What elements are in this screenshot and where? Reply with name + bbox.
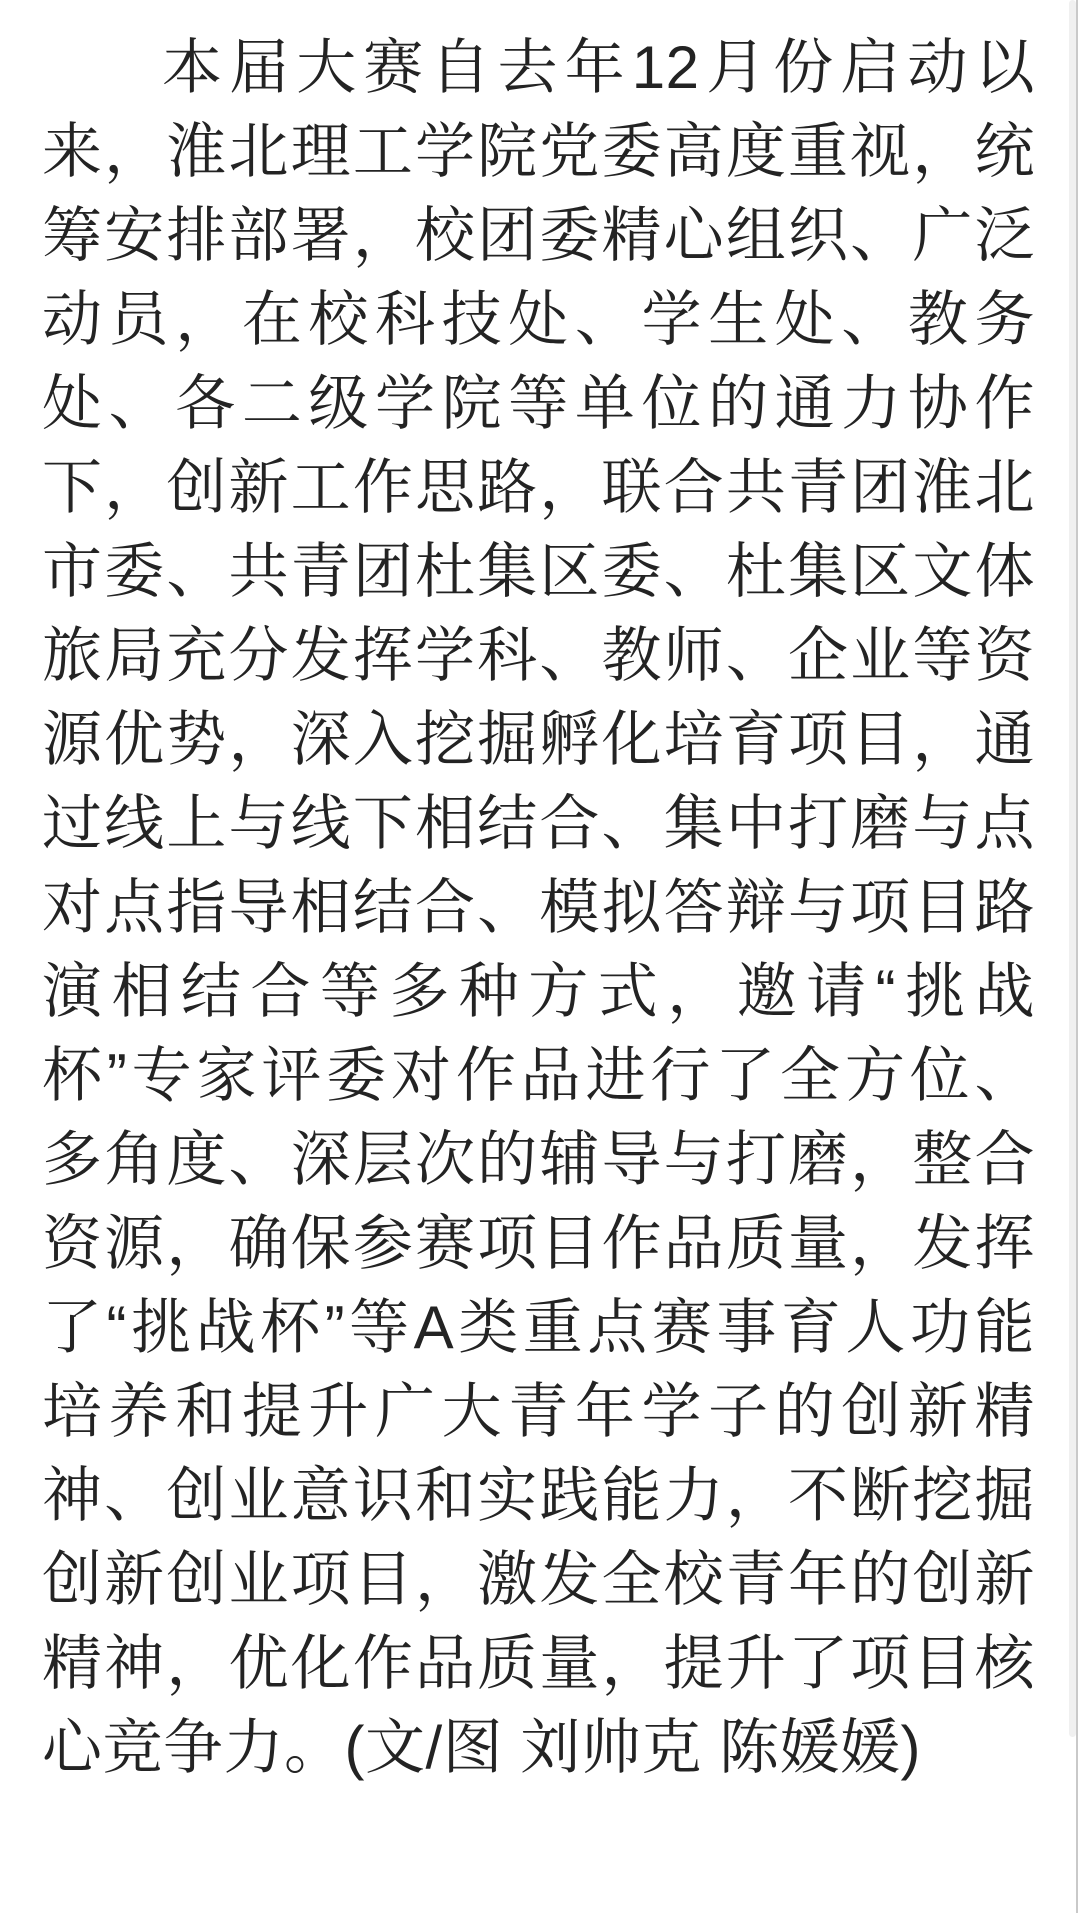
paragraph-line: 对点指导相结合、模拟答辩与项目路: [42, 874, 1035, 941]
paragraph-line: 处、各二级学院等单位的通力协作: [42, 370, 1035, 437]
paragraph-line: 筹安排部署，校团委精心组织、广泛: [42, 202, 1035, 269]
paragraph-line: 下，创新工作思路，联合共青团淮北: [42, 454, 1035, 521]
paragraph-line: 多角度、深层次的辅导与打磨，整合: [42, 1126, 1035, 1193]
paragraph-line: 杯”专家评委对作品进行了全方位、: [42, 1042, 1035, 1109]
paragraph-line: 心竞争力。(文/图 刘帅克 陈媛媛): [42, 1714, 921, 1781]
paragraph-line: 资源，确保参赛项目作品质量，发挥: [42, 1210, 1035, 1277]
paragraph-line: 创新创业项目，激发全校青年的创新: [42, 1546, 1035, 1613]
scrollbar-track[interactable]: [1076, 0, 1078, 1913]
scrollbar-thumb[interactable]: [1069, 0, 1076, 1737]
paragraph-line: 市委、共青团杜集区委、杜集区文体: [42, 538, 1035, 605]
paragraph-line: 演相结合等多种方式，邀请“挑战: [42, 958, 1035, 1025]
article-body: [42, 26, 1035, 1790]
paragraph-line: 过线上与线下相结合、集中打磨与点: [42, 790, 1035, 857]
paragraph-line: 源优势，深入挖掘孵化培育项目，通: [42, 706, 1035, 773]
paragraph-line: 培养和提升广大青年学子的创新精: [42, 1378, 1035, 1445]
paragraph-line: 神、创业意识和实践能力，不断挖掘: [42, 1462, 1035, 1529]
paragraph-line: 来，淮北理工学院党委高度重视，统: [42, 118, 1035, 185]
paragraph-line: 精神，优化作品质量，提升了项目核: [42, 1630, 1035, 1697]
paragraph-line: 动员，在校科技处、学生处、教务: [42, 286, 1035, 353]
paragraph-line: 了“挑战杯”等A类重点赛事育人功能: [42, 1294, 1035, 1361]
paragraph-line: 旅局充分发挥学科、教师、企业等资: [42, 622, 1035, 689]
paragraph-line: 本届大赛自去年12月份启动以: [162, 34, 1035, 101]
